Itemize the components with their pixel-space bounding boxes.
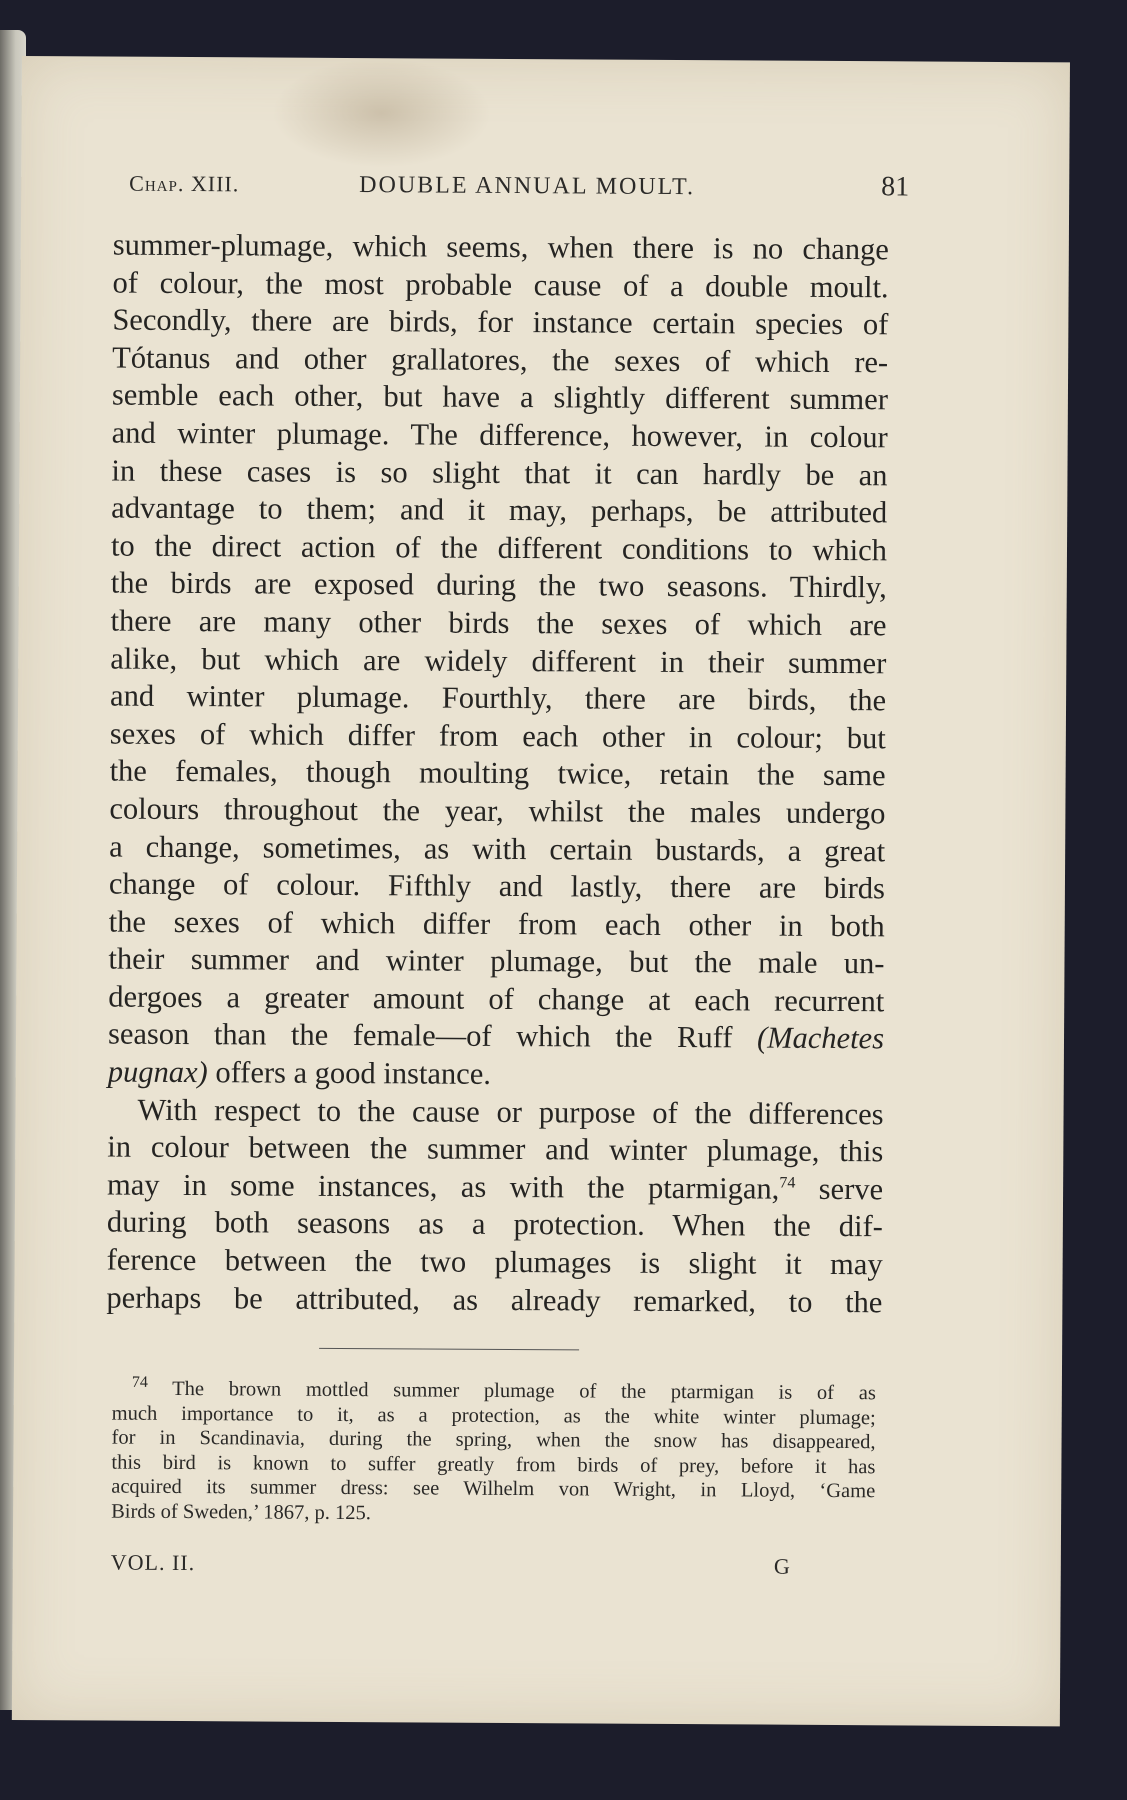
book-page — [12, 56, 1070, 1726]
text-line: the sexes of which differ from each other in both — [108, 904, 885, 943]
text-segment: The brown mottled summer plumage of the ptarmigan is of as — [147, 1377, 876, 1405]
latin-name-pugnax: pugnax) — [107, 1054, 208, 1090]
page-footer — [111, 1550, 791, 1584]
text-line: during both seasons as a protection. When the dif- — [106, 1204, 883, 1244]
text-line: and winter plumage. Fourthly, there are birds, the — [109, 678, 887, 718]
text-line — [108, 1054, 884, 1096]
running-title: DOUBLE ANNUAL MOULT. — [359, 172, 696, 201]
text-line: Tótanus and other grallatores, the sexes of which re- — [112, 340, 889, 380]
text-line: and winter plumage. The difference, however, in colour — [111, 415, 888, 455]
footnote-reference: 74 — [779, 1174, 796, 1192]
text-segment: offers a good instance. — [215, 1055, 492, 1091]
footnote — [111, 1373, 876, 1529]
text-line: perhaps be attributed, as already remarked, to the — [106, 1280, 883, 1319]
footnote-line: much importance to it, as a protection, as the white winter plumage; — [111, 1402, 876, 1429]
running-header — [129, 167, 909, 212]
footnote-divider — [319, 1348, 579, 1351]
text-segment: may in some instances, as with the ptarmigan, — [107, 1167, 780, 1206]
page-number: 81 — [881, 171, 910, 203]
body-text — [106, 227, 889, 1322]
latin-name-machetes: (Machetes — [756, 1020, 885, 1056]
chapter-label: Chap. XIII. — [129, 170, 240, 197]
text-line: Secondly, there are birds, for instance certain species of — [112, 302, 889, 342]
text-line: alike, but which are widely different in their summer — [110, 641, 887, 680]
footnote-line: Birds of Sweden,’ 1867, p. 125. — [111, 1500, 372, 1524]
page-stain — [271, 58, 492, 169]
signature-mark: G — [773, 1553, 791, 1579]
text-line: sexes of which differ from each other in colour; but — [109, 716, 886, 756]
text-line: their summer and winter plumage, but the male un- — [108, 941, 885, 981]
text-line — [108, 1016, 884, 1058]
text-line: there are many other birds the sexes of which are — [110, 603, 887, 643]
text-line: change of colour. Fifthly and lastly, there are birds — [108, 866, 886, 906]
text-line: advantage to them; and it may, perhaps, be attributed — [111, 490, 888, 530]
text-line: ference between the two plumages is slight it may — [106, 1242, 883, 1282]
text-segment: serve — [795, 1171, 884, 1207]
text-line: of colour, the most probable cause of a double moult. — [112, 265, 889, 304]
text-line: With respect to the cause or purpose of the differences — [137, 1092, 884, 1131]
footnote-line: acquired its summer dress: see Wilhelm von Wright, in Lloyd, ‘Game — [111, 1475, 876, 1503]
text-line: in colour between the summer and winter plumage, this — [107, 1129, 884, 1169]
footnote-line: for in Scandinavia, during the spring, when the snow has disappeared, — [111, 1426, 876, 1454]
footnote-number: 74 — [131, 1373, 148, 1391]
text-line: the females, though moulting twice, retain the same — [109, 753, 886, 793]
text-line: to the direct action of the different conditions to which — [110, 528, 888, 568]
text-line: in these cases is so slight that it can hardly be an — [111, 453, 888, 492]
volume-label: VOL. II. — [110, 1549, 196, 1576]
text-segment: season than the female—of which the Ruff — [107, 1017, 733, 1055]
text-line: colours throughout the year, whilst the males undergo — [109, 791, 886, 831]
text-line: semble each other, but have a slightly different summer — [111, 377, 889, 417]
text-line: summer-plumage, which seems, when there is no change — [112, 227, 889, 267]
text-line: the birds are exposed during the two seasons. Thirdly, — [110, 565, 887, 605]
text-line — [107, 1166, 883, 1208]
text-line: a change, sometimes, as with certain bustards, a great — [109, 829, 886, 868]
text-line: dergoes a greater amount of change at each recurrent — [108, 979, 885, 1019]
footnote-line: this bird is known to suffer greatly from birds of prey, before it has — [111, 1451, 876, 1478]
